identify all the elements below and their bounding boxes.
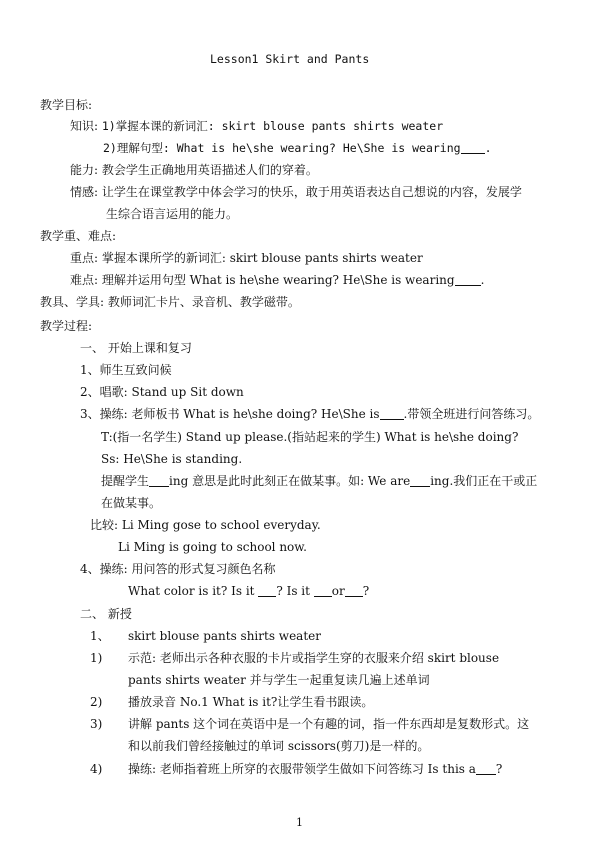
emotion-text-2: 生综合语言运用的能力。 xyxy=(106,207,239,221)
s2-step-1-text-2: pants shirts weater 并与学生一起重复读几遍上述单词 xyxy=(128,673,430,687)
s2-item-1-text: skirt blouse pants shirts weater xyxy=(128,629,321,643)
s1-colors-b: ? Is it xyxy=(276,584,310,598)
s1-compare-1: 比较: Li Ming gose to school everyday. xyxy=(90,518,321,532)
section-1-heading: 一、 开始上课和复习 xyxy=(80,341,192,355)
key-point: 重点: 掌握本课所学的新词汇: skirt blouse pants shirts weater xyxy=(70,251,423,265)
objectives-heading: 教学目标: xyxy=(40,98,93,112)
blank-line xyxy=(410,474,430,487)
s1-item-3-text: 3、操练: 老师板书 What is he\she doing? He\She is xyxy=(80,407,380,421)
difficult-point-text: 难点: 理解并运用句型 What is he\she wearing? He\She is wearing xyxy=(70,273,455,287)
knowledge-sentence: 2)理解句型: What is he\she wearing? He\She is wearing xyxy=(103,141,461,155)
s1-remind-c: ing.我们正在干或正 xyxy=(430,474,538,488)
page-number: 1 xyxy=(296,816,303,829)
s1-colors-c: or xyxy=(331,584,345,598)
ability-label: 能力: xyxy=(70,163,99,177)
blank-line xyxy=(461,141,485,154)
s2-step-4-tail: ? xyxy=(495,762,503,776)
emotion-label: 情感: xyxy=(70,185,99,199)
s2-step-2-text: 播放录音 No.1 What is it?让学生看书跟读。 xyxy=(128,695,374,709)
s2-item-1-num: 1、 xyxy=(90,629,110,643)
key-heading: 教学重、难点: xyxy=(40,229,117,243)
s2-step-3-num: 3) xyxy=(90,717,103,731)
s1-item-1: 1、师生互致问候 xyxy=(80,363,172,377)
knowledge-line-1 xyxy=(70,118,443,134)
difficult-point: 难点: 理解并运用句型 What is he\she wearing? He\She is wearing . xyxy=(70,273,485,287)
s2-step-4-line xyxy=(128,761,502,777)
section-2-heading: 二、 新授 xyxy=(80,607,132,621)
blank-line xyxy=(476,762,496,775)
ability-text: 教会学生正确地用英语描述人们的穿着。 xyxy=(101,163,318,177)
emotion-line-1 xyxy=(70,184,522,200)
s1-item-3-tail: .带领全班进行问答练习。 xyxy=(403,407,540,421)
tools-line: 教具、学具: 教师词汇卡片、录音机、教学磁带。 xyxy=(40,295,300,309)
s1-item-3 xyxy=(80,406,539,422)
s2-step-4-num: 4) xyxy=(90,762,103,776)
ability-line xyxy=(70,162,318,178)
blank-line xyxy=(314,584,332,597)
process-heading: 教学过程: xyxy=(40,319,93,333)
lesson-title: Lesson1 Skirt and Pants xyxy=(210,52,370,66)
s1-remind-line-2: 在做某事。 xyxy=(101,496,162,510)
s1-colors-d: ? xyxy=(362,584,370,598)
s2-step-3-text-2: 和以前我们曾经接触过的单词 scissors(剪刀)是一样的。 xyxy=(128,739,430,753)
blank-line xyxy=(380,407,404,420)
knowledge-line-2: 2)理解句型: What is he\she wearing? He\She is wearing . xyxy=(103,141,492,155)
s1-dialog-students: Ss: He\She is standing. xyxy=(101,452,243,466)
s1-item-2: 2、唱歌: Stand up Sit down xyxy=(80,385,244,399)
s1-item-4: 4、操练: 用问答的形式复习颜色名称 xyxy=(80,562,276,576)
knowledge-vocab: 1)掌握本课的新词汇: skirt blouse pants shirts weater xyxy=(101,119,444,133)
s1-dialog-teacher: T:(指一名学生) Stand up please.(指站起来的学生) What is he\she doing? xyxy=(101,430,519,444)
s1-remind-b: ing 意思是此时此刻正在做某事。如: We are xyxy=(169,474,411,488)
s2-step-1-num: 1) xyxy=(90,651,103,665)
s1-colors-practice xyxy=(128,583,369,599)
s1-remind-a: 提醒学生 xyxy=(101,474,150,488)
s1-compare-2: Li Ming is going to school now. xyxy=(118,540,307,554)
s1-colors-a: What color is it? Is it xyxy=(128,584,255,598)
emotion-text-1: 让学生在课堂教学中体会学习的快乐，敢于用英语表达自己想说的内容，发展学 xyxy=(101,185,522,199)
blank-line xyxy=(258,584,276,597)
s1-remind-line-1 xyxy=(101,473,537,489)
s2-step-4-text: 操练: 老师指着班上所穿的衣服带领学生做如下问答练习 Is this a xyxy=(128,762,476,776)
s2-step-2-num: 2) xyxy=(90,695,103,709)
blank-line xyxy=(345,584,363,597)
blank-line xyxy=(455,273,481,286)
blank-line xyxy=(149,474,169,487)
s2-step-3-text-1: 讲解 pants 这个词在英语中是一个有趣的词，指一件东西却是复数形式。这 xyxy=(128,717,530,731)
s2-step-1-text-1: 示范: 老师出示各种衣服的卡片或指学生穿的衣服来介绍 skirt blouse xyxy=(128,651,500,665)
knowledge-label: 知识: xyxy=(70,119,99,133)
